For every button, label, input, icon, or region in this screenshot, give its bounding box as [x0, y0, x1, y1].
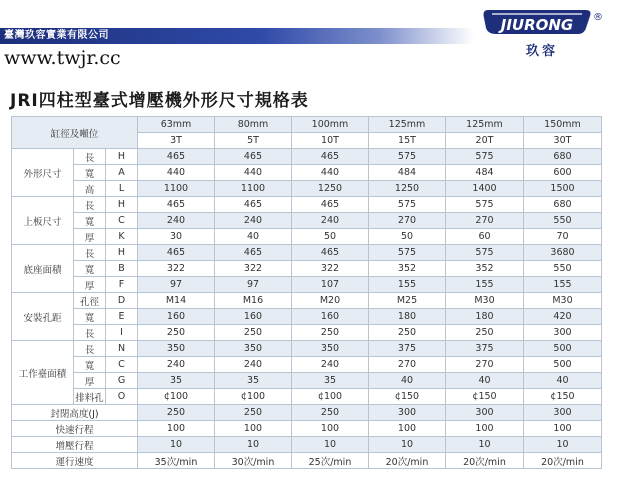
spec-value: 10	[369, 437, 446, 453]
spec-value: 465	[292, 245, 369, 261]
table-row	[12, 325, 602, 341]
row-label: 增壓行程	[12, 437, 138, 453]
dimension-code: H	[106, 197, 138, 213]
spec-value: 35	[138, 373, 215, 389]
spec-value: 575	[369, 149, 446, 165]
spec-value: 160	[138, 309, 215, 325]
brand-logo	[482, 4, 602, 68]
spec-value: ¢150	[446, 389, 524, 405]
table-row	[12, 341, 602, 357]
dimension-code: N	[106, 341, 138, 357]
spec-value: 97	[138, 277, 215, 293]
table-row	[12, 405, 602, 421]
spec-value: M20	[292, 293, 369, 309]
dimension-label: 長	[74, 149, 106, 165]
dimension-label: 長	[74, 245, 106, 261]
spec-value: 1250	[292, 181, 369, 197]
spec-value: 40	[215, 229, 292, 245]
table-row	[12, 245, 602, 261]
bore-header: 150mm	[524, 117, 602, 133]
dimension-label: 厚	[74, 373, 106, 389]
spec-value: 40	[369, 373, 446, 389]
dimension-code: B	[106, 261, 138, 277]
spec-value: 20次/min	[446, 453, 524, 469]
spec-value: 100	[215, 421, 292, 437]
spec-value: 240	[292, 357, 369, 373]
spec-value: 250	[138, 325, 215, 341]
spec-value: 500	[524, 357, 602, 373]
spec-value: 250	[138, 405, 215, 421]
header-bar	[0, 28, 474, 44]
spec-value: 575	[369, 197, 446, 213]
spec-value: 250	[215, 325, 292, 341]
spec-value: 484	[446, 165, 524, 181]
spec-value: 1100	[138, 181, 215, 197]
table-row	[12, 229, 602, 245]
spec-value: 1100	[215, 181, 292, 197]
spec-value: 322	[138, 261, 215, 277]
spec-value: 30	[138, 229, 215, 245]
spec-value: 500	[524, 341, 602, 357]
row-label: 封閉高度(J)	[12, 405, 138, 421]
spec-value: 465	[138, 197, 215, 213]
spec-value: 350	[138, 341, 215, 357]
dimension-label: 長	[74, 341, 106, 357]
spec-value: 575	[369, 245, 446, 261]
spec-value: 465	[138, 245, 215, 261]
dimension-code: H	[106, 245, 138, 261]
spec-value: 465	[138, 149, 215, 165]
spec-value: 160	[215, 309, 292, 325]
spec-value: 270	[369, 357, 446, 373]
spec-value: ¢100	[215, 389, 292, 405]
registered-mark: ®	[593, 12, 603, 23]
spec-value: 40	[524, 373, 602, 389]
table-row	[12, 421, 602, 437]
dimension-label: 排料孔	[74, 389, 106, 405]
dimension-label: 長	[74, 197, 106, 213]
spec-value: 160	[292, 309, 369, 325]
spec-value: 240	[138, 213, 215, 229]
spec-value: 680	[524, 149, 602, 165]
spec-value: 180	[369, 309, 446, 325]
spec-value: 70	[524, 229, 602, 245]
dimension-code: K	[106, 229, 138, 245]
spec-value: 465	[292, 149, 369, 165]
company-name: 臺灣玖容實業有限公司	[4, 30, 109, 41]
table-row	[12, 357, 602, 373]
table-row	[12, 453, 602, 469]
spec-value: 465	[215, 149, 292, 165]
table-row	[12, 277, 602, 293]
page-title: JRI四柱型臺式增壓機外形尺寸規格表	[10, 91, 309, 111]
spec-value: 30次/min	[215, 453, 292, 469]
spec-value: ¢150	[369, 389, 446, 405]
spec-value: 155	[369, 277, 446, 293]
spec-value: 100	[369, 421, 446, 437]
spec-value: 600	[524, 165, 602, 181]
spec-value: 1500	[524, 181, 602, 197]
spec-value: 180	[446, 309, 524, 325]
spec-table	[11, 116, 602, 469]
tonnage-header: 20T	[446, 133, 524, 149]
group-label: 安裝孔距	[12, 293, 74, 341]
spec-value: 240	[292, 213, 369, 229]
spec-value: 20次/min	[369, 453, 446, 469]
group-label: 外形尺寸	[12, 149, 74, 197]
spec-value: 240	[215, 357, 292, 373]
header-row-bore	[12, 117, 602, 133]
dimension-code: F	[106, 277, 138, 293]
table-row	[12, 149, 602, 165]
spec-value: 107	[292, 277, 369, 293]
spec-value: 465	[215, 245, 292, 261]
table-row	[12, 437, 602, 453]
spec-value: 250	[292, 405, 369, 421]
spec-value: 100	[524, 421, 602, 437]
spec-value: 270	[369, 213, 446, 229]
bore-header: 125mm	[369, 117, 446, 133]
bore-header: 80mm	[215, 117, 292, 133]
spec-value: 270	[446, 213, 524, 229]
table-row	[12, 293, 602, 309]
dimension-label: 寬	[74, 213, 106, 229]
dimension-label: 寬	[74, 261, 106, 277]
dimension-code: C	[106, 213, 138, 229]
spec-value: 352	[446, 261, 524, 277]
bore-header: 125mm	[446, 117, 524, 133]
bore-header: 63mm	[138, 117, 215, 133]
table-row	[12, 373, 602, 389]
dimension-label: 厚	[74, 229, 106, 245]
spec-value: 60	[446, 229, 524, 245]
spec-value: 575	[446, 149, 524, 165]
spec-value: 240	[138, 357, 215, 373]
dimension-code: O	[106, 389, 138, 405]
row-label: 運行速度	[12, 453, 138, 469]
spec-value: 100	[446, 421, 524, 437]
dimension-code: A	[106, 165, 138, 181]
spec-value: 97	[215, 277, 292, 293]
dimension-label: 厚	[74, 277, 106, 293]
spec-value: 100	[292, 421, 369, 437]
dimension-code: D	[106, 293, 138, 309]
spec-value: 680	[524, 197, 602, 213]
dimension-code: L	[106, 181, 138, 197]
brand-logo-text: JIURONG	[500, 16, 574, 34]
spec-value: 300	[524, 325, 602, 341]
spec-value: 250	[369, 325, 446, 341]
spec-value: 440	[215, 165, 292, 181]
spec-value: 575	[446, 197, 524, 213]
spec-value: 440	[292, 165, 369, 181]
website-url[interactable]: www.twjr.cc	[4, 47, 121, 69]
dimension-code: I	[106, 325, 138, 341]
dimension-code: C	[106, 357, 138, 373]
spec-value: 440	[138, 165, 215, 181]
group-label: 上板尺寸	[12, 197, 74, 245]
spec-value: 10	[524, 437, 602, 453]
dimension-label: 寬	[74, 309, 106, 325]
spec-value: 35	[215, 373, 292, 389]
spec-value: 375	[369, 341, 446, 357]
spec-value: 40	[446, 373, 524, 389]
spec-value: 300	[369, 405, 446, 421]
spec-value: 3680	[524, 245, 602, 261]
spec-value: 10	[446, 437, 524, 453]
spec-value: 375	[446, 341, 524, 357]
spec-value: 20次/min	[524, 453, 602, 469]
spec-value: 420	[524, 309, 602, 325]
spec-value: M25	[369, 293, 446, 309]
spec-value: 270	[446, 357, 524, 373]
dimension-label: 高	[74, 181, 106, 197]
spec-value: 1250	[369, 181, 446, 197]
table-row	[12, 261, 602, 277]
spec-value: 350	[215, 341, 292, 357]
dimension-label: 長	[74, 325, 106, 341]
tonnage-header: 10T	[292, 133, 369, 149]
spec-value: 465	[215, 197, 292, 213]
spec-value: 352	[369, 261, 446, 277]
spec-value: 300	[446, 405, 524, 421]
spec-value: 250	[215, 405, 292, 421]
spec-value: M16	[215, 293, 292, 309]
tonnage-header: 15T	[369, 133, 446, 149]
dimension-label: 寬	[74, 165, 106, 181]
spec-value: 1400	[446, 181, 524, 197]
spec-value: 35次/min	[138, 453, 215, 469]
spec-value: 155	[446, 277, 524, 293]
group-label: 底座面積	[12, 245, 74, 293]
table-row	[12, 309, 602, 325]
dimension-code: H	[106, 149, 138, 165]
bore-header: 100mm	[292, 117, 369, 133]
row-label: 快速行程	[12, 421, 138, 437]
table-row	[12, 389, 602, 405]
spec-value: 240	[215, 213, 292, 229]
table-row	[12, 165, 602, 181]
dimension-label: 孔徑	[74, 293, 106, 309]
spec-value: 575	[446, 245, 524, 261]
table-row	[12, 197, 602, 213]
spec-value: 550	[524, 261, 602, 277]
spec-value: ¢150	[524, 389, 602, 405]
group-label: 工作臺面積	[12, 341, 74, 405]
spec-value: 250	[446, 325, 524, 341]
spec-value: 250	[292, 325, 369, 341]
tonnage-header: 5T	[215, 133, 292, 149]
spec-value: 484	[369, 165, 446, 181]
spec-value: 465	[292, 197, 369, 213]
corner-label: 缸徑及噸位	[12, 117, 138, 149]
spec-value: 350	[292, 341, 369, 357]
dimension-code: G	[106, 373, 138, 389]
dimension-code: E	[106, 309, 138, 325]
table-row	[12, 181, 602, 197]
spec-value: 155	[524, 277, 602, 293]
spec-value: M30	[446, 293, 524, 309]
spec-value: M14	[138, 293, 215, 309]
spec-value: 10	[292, 437, 369, 453]
tonnage-header: 3T	[138, 133, 215, 149]
spec-value: 50	[369, 229, 446, 245]
brand-logo-graphic	[482, 4, 594, 44]
table-row	[12, 213, 602, 229]
spec-value: M30	[524, 293, 602, 309]
spec-value: 300	[524, 405, 602, 421]
spec-value: 10	[215, 437, 292, 453]
spec-value: 10	[138, 437, 215, 453]
spec-value: 550	[524, 213, 602, 229]
spec-value: 25次/min	[292, 453, 369, 469]
spec-value: 35	[292, 373, 369, 389]
spec-value: 100	[138, 421, 215, 437]
brand-logo-cn: 玖容	[526, 44, 559, 59]
dimension-label: 寬	[74, 357, 106, 373]
spec-value: ¢100	[292, 389, 369, 405]
tonnage-header: 30T	[524, 133, 602, 149]
spec-value: ¢100	[138, 389, 215, 405]
spec-value: 322	[292, 261, 369, 277]
spec-value: 322	[215, 261, 292, 277]
spec-value: 50	[292, 229, 369, 245]
